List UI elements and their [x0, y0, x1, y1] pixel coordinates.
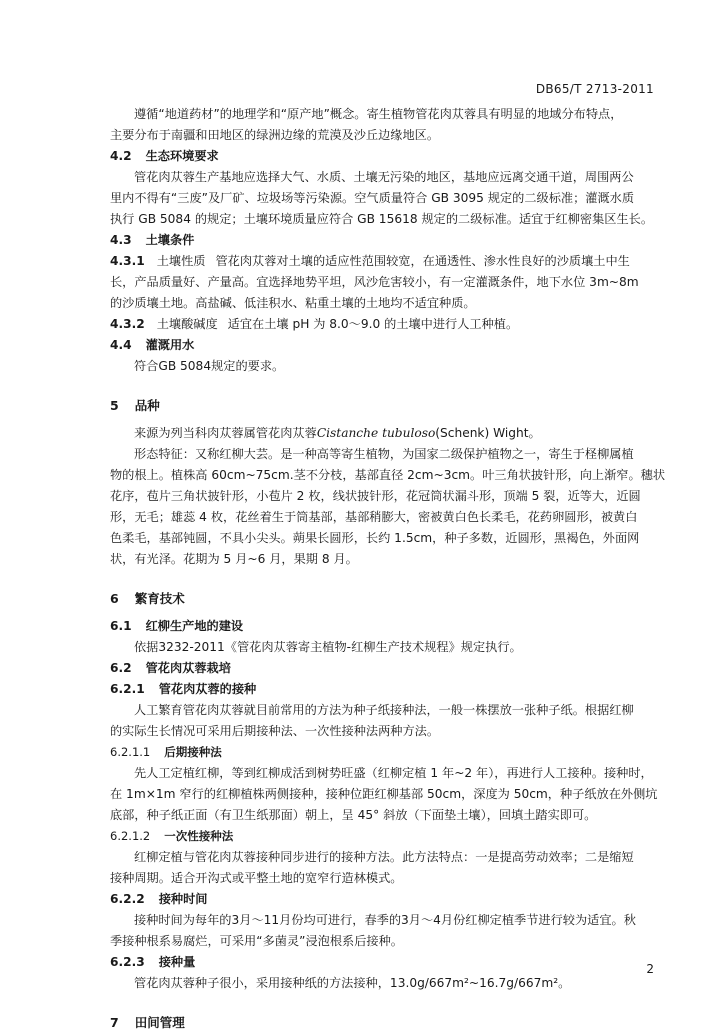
paragraph-line: [110, 423, 656, 444]
section-6-2-1-heading: [110, 679, 656, 700]
section-6-1-heading: [110, 616, 656, 637]
section-title: 接种量: [158, 955, 196, 969]
paragraph-line: 执行 GB 5084 的规定；土壤环境质量应符合 GB 15618 规定的二级标准。适宜于红柳密集区生长。: [110, 212, 654, 226]
section-4-3-1-line: [110, 251, 656, 272]
paragraph-line: 人工繁育管花肉苁蓉就目前常用的方法为种子纸接种法，一般一株摆放一张种子纸。根据红柳: [134, 703, 634, 717]
section-number: 6.2: [110, 661, 132, 675]
section-number: 6.2.2: [110, 892, 145, 906]
section-title: 一次性接种法: [164, 829, 234, 843]
section-title: 红柳生产地的建设: [145, 619, 244, 633]
paragraph-line: 的沙质壤土地。高盐碱、低洼积水、粘重土壤的土地均不适宜种质。: [110, 296, 476, 310]
paragraph-line: 在 1m×1m 窄行的红柳植株两侧接种，接种位距红柳基部 50cm，深度为 50cm，种子纸放在外侧坑: [110, 787, 658, 801]
spacer: [110, 416, 656, 423]
section-number: 4.3: [110, 233, 132, 247]
section-title: 土壤条件: [145, 233, 195, 247]
paragraph-line: 接种时间为每年的3月～11月份均可进行，春季的3月～4月份红柳定植季节进行较为适宜。秋: [134, 913, 636, 927]
section-6-2-2-heading: [110, 889, 656, 910]
paragraph-line: 色柔毛，基部钝圆，不具小尖头。蒴果长圆形，长约 1.5cm，种子多数，近圆形，黑褐色，外面网: [110, 531, 640, 545]
clause-text: 管花肉苁蓉对土壤的适应性范围较宽，在通透性、渗水性良好的沙质壤土中生: [215, 254, 630, 268]
section-number: 4.2: [110, 149, 132, 163]
spacer: [110, 994, 656, 1012]
section-number: 4.3.2: [110, 317, 145, 331]
clause-lead: 土壤性质: [156, 254, 206, 268]
section-title: 灌溉用水: [145, 338, 195, 352]
section-6-heading: [110, 588, 656, 609]
paragraph-line: 季接种根系易腐烂，可采用“多菌灵”浸泡根系后接种。: [110, 934, 403, 948]
paragraph-line: 主要分布于南疆和田地区的绿洲边缘的荒漠及沙丘边缘地区。: [110, 128, 440, 142]
spacer: [110, 609, 656, 616]
paragraph-line: 符合GB 5084规定的要求。: [134, 359, 285, 373]
section-number: 6.2.3: [110, 955, 145, 969]
paragraph-line: 依据3232-2011《管花肉苁蓉寄主植物-红柳生产技术规程》规定执行。: [134, 640, 522, 654]
paragraph-line: 的实际生长情况可采用后期接种法、一次性接种法两种方法。: [110, 724, 440, 738]
paragraph-line: 底部，种子纸正面（有卫生纸那面）朝上，呈 45° 斜放（下面垫土壤），回填土踏实即可。: [110, 808, 597, 822]
section-6-2-heading: [110, 658, 656, 679]
section-6-2-1-1-heading: [110, 742, 656, 763]
section-title: 后期接种法: [164, 745, 222, 759]
section-number: 6.2.1.2: [110, 829, 151, 843]
latin-name: Cistanche tubuloso: [316, 426, 436, 440]
section-number: 4.3.1: [110, 254, 145, 268]
section-number: 6.1: [110, 619, 132, 633]
document-code: DB65/T 2713-2011: [535, 82, 654, 96]
paragraph-line: 里内不得有“三废”及厂矿、垃圾场等污染源。空气质量符合 GB 3095 规定的二级标准；灌溉水质: [110, 191, 635, 205]
section-4-3-heading: [110, 230, 656, 251]
paragraph-line: 管花肉苁蓉种子很小，采用接种纸的方法接种，13.0g/667m²~16.7g/667m²。: [134, 976, 571, 990]
section-title: 接种时间: [158, 892, 208, 906]
section-number: 6.2.1.1: [110, 745, 151, 759]
paragraph-line: 遵循“地道药材”的地理学和“原产地”概念。寄生植物管花肉苁蓉具有明显的地域分布特点，: [134, 107, 623, 121]
section-title: 繁育技术: [134, 591, 185, 606]
section-7-heading: [110, 1012, 656, 1033]
paragraph-line: 红柳定植与管花肉苁蓉接种同步进行的接种方法。此方法特点：一是提高劳动效率；二是缩短: [134, 850, 634, 864]
paragraph-line: 先人工定植红柳，等到红柳成活到树势旺盛（红柳定植 1 年~2 年），再进行人工接种。接种时，: [134, 766, 653, 780]
section-4-2-heading: [110, 146, 656, 167]
page-number: 2: [646, 962, 654, 976]
section-6-2-1-2-heading: [110, 826, 656, 847]
paragraph-line: 物的根上。植株高 60cm~75cm.茎不分枝，基部直径 2cm~3cm。叶三角状披针形，向上渐窄。穗状: [110, 468, 666, 482]
section-title: 管花肉苁蓉栽培: [145, 661, 231, 675]
section-title: 田间管理: [134, 1015, 185, 1030]
spacer: [110, 377, 656, 395]
section-4-3-2-line: [110, 314, 656, 335]
page-content: [110, 104, 666, 1033]
clause-text: 来源为列当科肉苁蓉属管花肉苁蓉: [134, 426, 317, 440]
clause-text: (Schenk) Wight。: [435, 426, 541, 440]
section-number: 7: [110, 1015, 119, 1030]
section-6-2-3-heading: [110, 952, 656, 973]
paragraph-line: 花序，苞片三角状披针形，小苞片 2 枚，线状披针形，花冠筒状漏斗形，顶端 5 裂，近等大，近圆: [110, 489, 641, 503]
paragraph-line: 管花肉苁蓉生产基地应选择大气、水质、土壤无污染的地区，基地应远离交通干道，周围两公: [134, 170, 634, 184]
section-title: 生态环境要求: [145, 149, 219, 163]
section-number: 4.4: [110, 338, 132, 352]
spacer: [110, 570, 656, 588]
section-title: 品种: [134, 398, 160, 413]
section-number: 6: [110, 591, 119, 606]
paragraph-line: 形态特征：又称红柳大芸。是一种高等寄生植物，为国家二级保护植物之一，寄生于柽柳属植: [134, 447, 634, 461]
section-number: 5: [110, 398, 119, 413]
paragraph-line: 长，产品质量好、产量高。宜选择地势平坦，风沙危害较小，有一定灌溉条件，地下水位 3m~8m: [110, 275, 639, 289]
section-title: 管花肉苁蓉的接种: [158, 682, 257, 696]
section-4-4-heading: [110, 335, 656, 356]
clause-text: 适宜在土壤 pH 为 8.0～9.0 的土壤中进行人工种植。: [227, 317, 519, 331]
section-number: 6.2.1: [110, 682, 145, 696]
clause-lead: 土壤酸碱度: [156, 317, 218, 331]
paragraph-line: 形，无毛；雄蕊 4 枚，花丝着生于筒基部，基部稍膨大，密被黄白色长柔毛，花药卵圆形，被黄白: [110, 510, 638, 524]
paragraph-line: 接种周期。适合开沟式或平整土地的宽窄行造林模式。: [110, 871, 403, 885]
section-5-heading: [110, 395, 656, 416]
paragraph-line: 状，有光泽。花期为 5 月~6 月，果期 8 月。: [110, 552, 358, 566]
